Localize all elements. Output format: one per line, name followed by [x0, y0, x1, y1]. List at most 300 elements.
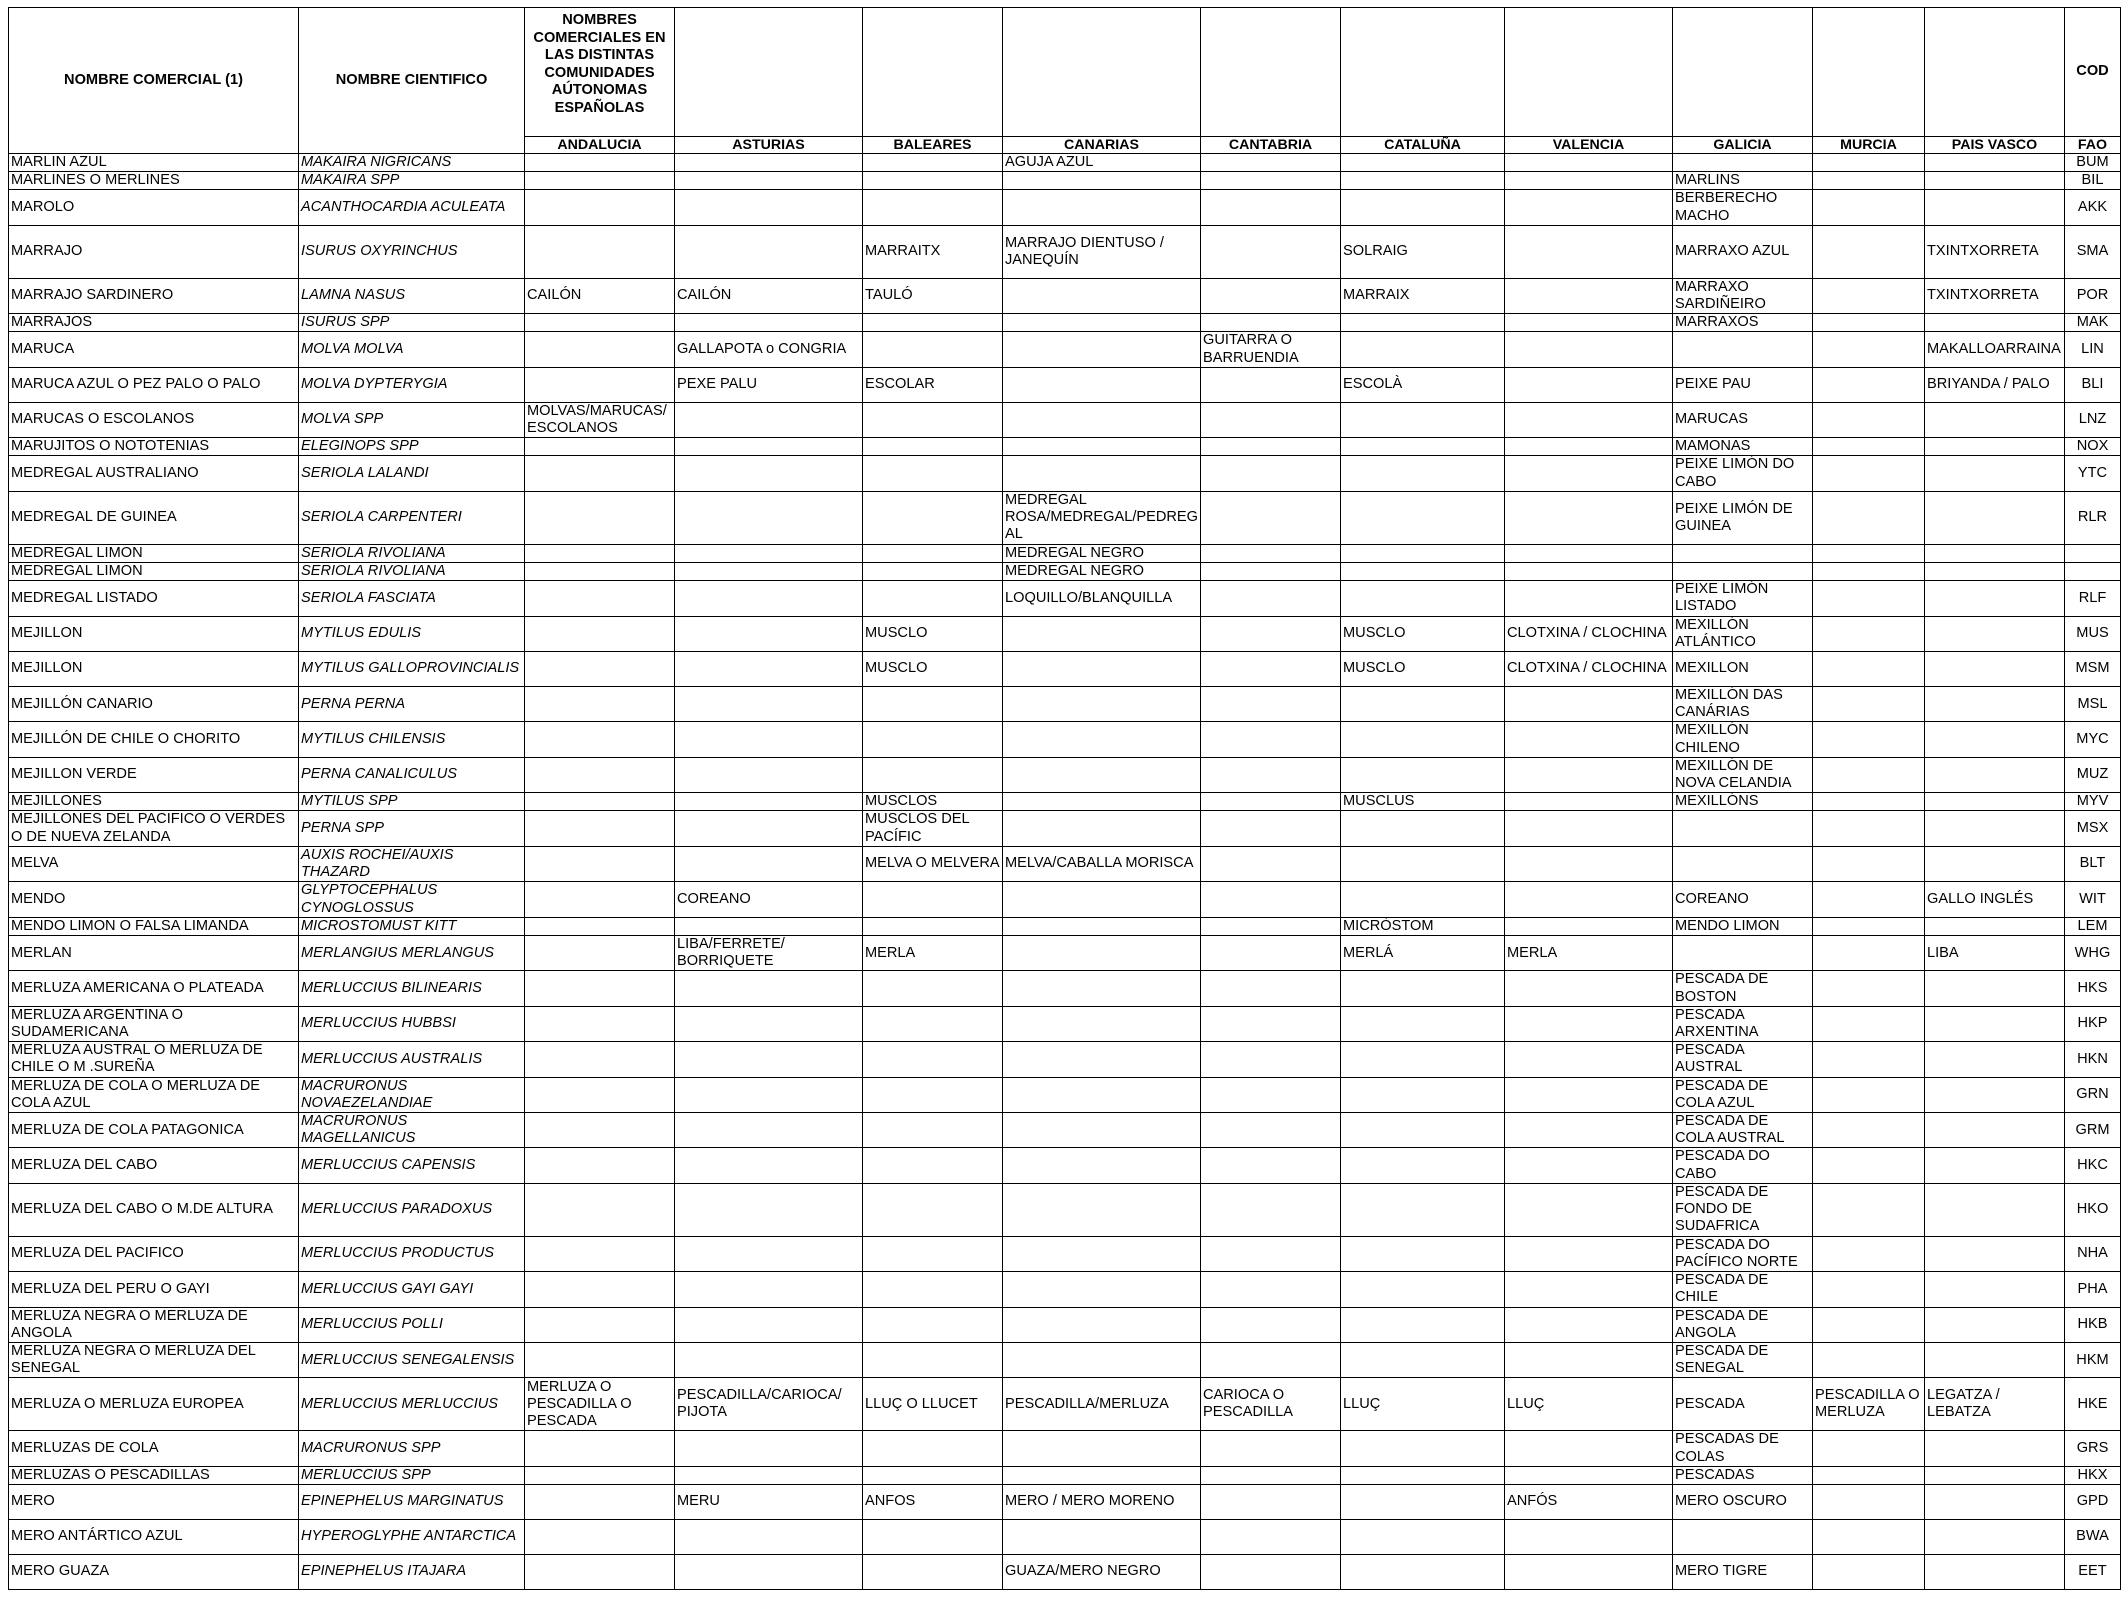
cell-asturias [675, 757, 863, 792]
cell-canarias [1003, 278, 1201, 313]
cell-andalucia [525, 314, 675, 332]
cell-cataluna: SOLRAIG [1341, 225, 1505, 278]
cell-valencia [1505, 1183, 1673, 1236]
cell-pais-vasco [1925, 438, 2065, 456]
cell-fao-code: MUZ [2065, 757, 2121, 792]
cell-fao-code: HKS [2065, 971, 2121, 1006]
cell-nombre-comercial: MARUCAS O ESCOLANOS [9, 402, 299, 437]
cell-asturias [675, 616, 863, 651]
cell-nombre-comercial: MENDO [9, 882, 299, 917]
cell-baleares [863, 190, 1003, 225]
cell-murcia [1813, 581, 1925, 616]
cell-murcia [1813, 278, 1925, 313]
cell-pais-vasco [1925, 1112, 2065, 1147]
cell-cantabria [1201, 544, 1341, 562]
table-row [9, 722, 2121, 757]
cell-fao-code: HKE [2065, 1378, 2121, 1431]
cell-murcia [1813, 1148, 1925, 1183]
cell-valencia [1505, 722, 1673, 757]
table-row [9, 793, 2121, 811]
cell-murcia [1813, 456, 1925, 491]
cell-galicia [1673, 332, 1813, 367]
cell-andalucia [525, 757, 675, 792]
cell-galicia [1673, 1519, 1813, 1554]
cell-nombre-comercial: MEJILLONES DEL PACIFICO O VERDES O DE NUEVA ZELANDA [9, 811, 299, 846]
table-row [9, 652, 2121, 687]
cell-murcia [1813, 332, 1925, 367]
cell-cantabria [1201, 314, 1341, 332]
cell-canarias [1003, 1077, 1201, 1112]
cell-baleares: MUSCLOS DEL PACÍFIC [863, 811, 1003, 846]
cell-asturias [675, 1148, 863, 1183]
cell-galicia [1673, 544, 1813, 562]
cell-murcia [1813, 1042, 1925, 1077]
cell-fao-code: NHA [2065, 1236, 2121, 1271]
cell-valencia [1505, 438, 1673, 456]
cell-pais-vasco [1925, 757, 2065, 792]
cell-fao-code: POR [2065, 278, 2121, 313]
cell-baleares: ESCOLAR [863, 367, 1003, 402]
cell-murcia [1813, 1519, 1925, 1554]
cell-canarias [1003, 332, 1201, 367]
cell-galicia: PESCADA DE COLA AZUL [1673, 1077, 1813, 1112]
cell-cataluna [1341, 1342, 1505, 1377]
cell-cataluna [1341, 1272, 1505, 1307]
cell-cataluna [1341, 757, 1505, 792]
cell-fao-code: GRN [2065, 1077, 2121, 1112]
cell-cataluna [1341, 402, 1505, 437]
table-row [9, 456, 2121, 491]
table-row [9, 332, 2121, 367]
cell-baleares [863, 581, 1003, 616]
cell-valencia [1505, 1236, 1673, 1271]
table-row [9, 757, 2121, 792]
cell-nombre-comercial: MEDREGAL LISTADO [9, 581, 299, 616]
cell-pais-vasco [1925, 1183, 2065, 1236]
cell-murcia [1813, 1183, 1925, 1236]
cell-baleares [863, 1183, 1003, 1236]
cell-cantabria [1201, 225, 1341, 278]
cell-andalucia [525, 1236, 675, 1271]
cell-baleares [863, 722, 1003, 757]
col-header-nombres-ccaa: NOMBRES COMERCIALES EN LAS DISTINTAS COMUNIDADES AÚTONOMAS ESPAÑOLAS [525, 8, 675, 137]
cell-asturias [675, 1519, 863, 1554]
cell-galicia: PEIXE LIMÓN DE GUINEA [1673, 491, 1813, 544]
cell-nombre-comercial: MERLUZA DEL CABO [9, 1148, 299, 1183]
table-row [9, 1466, 2121, 1484]
cell-cataluna [1341, 332, 1505, 367]
cell-nombre-cientifico: ISURUS OXYRINCHUS [299, 225, 525, 278]
cell-asturias [675, 1342, 863, 1377]
cell-nombre-comercial: MARLINES O MERLINES [9, 172, 299, 190]
cell-asturias: COREANO [675, 882, 863, 917]
cell-pais-vasco: MAKALLOARRAINA [1925, 332, 2065, 367]
cell-cantabria [1201, 846, 1341, 881]
cell-fao-code: HKN [2065, 1042, 2121, 1077]
table-row [9, 1183, 2121, 1236]
cell-cataluna: MUSCLUS [1341, 793, 1505, 811]
cell-fao-code: HKB [2065, 1307, 2121, 1342]
cell-valencia [1505, 402, 1673, 437]
cell-andalucia [525, 846, 675, 881]
cell-murcia [1813, 1554, 1925, 1589]
blank-header-cell [863, 8, 1003, 137]
cell-cantabria [1201, 1077, 1341, 1112]
cell-murcia [1813, 1077, 1925, 1112]
cell-pais-vasco [1925, 1466, 2065, 1484]
cell-cataluna [1341, 1077, 1505, 1112]
cell-cantabria [1201, 278, 1341, 313]
cell-andalucia [525, 581, 675, 616]
cell-nombre-cientifico: MERLUCCIUS BILINEARIS [299, 971, 525, 1006]
cell-galicia [1673, 811, 1813, 846]
table-row [9, 581, 2121, 616]
cell-galicia: PESCADA DE FONDO DE SUDAFRICA [1673, 1183, 1813, 1236]
cell-baleares [863, 1307, 1003, 1342]
cell-galicia: PESCADA DE CHILE [1673, 1272, 1813, 1307]
cell-galicia: PESCADA [1673, 1378, 1813, 1431]
cell-cantabria [1201, 616, 1341, 651]
cell-asturias [675, 971, 863, 1006]
cell-fao-code: WHG [2065, 935, 2121, 970]
cell-fao-code: NOX [2065, 438, 2121, 456]
cell-nombre-comercial: MERLUZA AUSTRAL O MERLUZA DE CHILE O M .SUREÑA [9, 1042, 299, 1077]
table-row [9, 154, 2121, 172]
cell-asturias [675, 793, 863, 811]
cell-pais-vasco [1925, 172, 2065, 190]
cell-valencia [1505, 757, 1673, 792]
cell-nombre-cientifico: MERLUCCIUS SENEGALENSIS [299, 1342, 525, 1377]
cell-fao-code: MUS [2065, 616, 2121, 651]
cell-nombre-comercial: MEJILLON [9, 652, 299, 687]
cell-asturias [675, 1236, 863, 1271]
cell-nombre-cientifico: MERLANGIUS MERLANGUS [299, 935, 525, 970]
cell-murcia [1813, 811, 1925, 846]
cell-nombre-cientifico: HYPEROGLYPHE ANTARCTICA [299, 1519, 525, 1554]
cell-canarias [1003, 1519, 1201, 1554]
cell-baleares: MUSCLOS [863, 793, 1003, 811]
cell-baleares [863, 1466, 1003, 1484]
cell-galicia: PESCADA DO CABO [1673, 1148, 1813, 1183]
cell-cantabria [1201, 793, 1341, 811]
cell-andalucia [525, 1484, 675, 1519]
cell-fao-code: PHA [2065, 1272, 2121, 1307]
cell-canarias: MERO / MERO MORENO [1003, 1484, 1201, 1519]
cell-murcia [1813, 1307, 1925, 1342]
cell-canarias: MEDREGAL NEGRO [1003, 563, 1201, 581]
cell-pais-vasco [1925, 811, 2065, 846]
cell-cataluna [1341, 811, 1505, 846]
cell-murcia [1813, 563, 1925, 581]
cell-murcia [1813, 367, 1925, 402]
cell-cantabria [1201, 154, 1341, 172]
cell-pais-vasco [1925, 456, 2065, 491]
cell-canarias [1003, 971, 1201, 1006]
col-header-nombre-comercial: NOMBRE COMERCIAL (1) [9, 8, 299, 154]
cell-canarias [1003, 1236, 1201, 1271]
cell-murcia [1813, 314, 1925, 332]
table-row [9, 1519, 2121, 1554]
cell-nombre-cientifico: PERNA CANALICULUS [299, 757, 525, 792]
cell-galicia: PESCADA ARXENTINA [1673, 1006, 1813, 1041]
cell-murcia [1813, 402, 1925, 437]
cell-fao-code: MYC [2065, 722, 2121, 757]
cell-cantabria [1201, 563, 1341, 581]
cell-cantabria [1201, 1236, 1341, 1271]
cell-asturias [675, 1307, 863, 1342]
cell-nombre-comercial: MARLIN AZUL [9, 154, 299, 172]
cell-baleares [863, 687, 1003, 722]
table-row [9, 1077, 2121, 1112]
cell-baleares [863, 456, 1003, 491]
cell-murcia [1813, 882, 1925, 917]
cell-galicia: PESCADA DE SENEGAL [1673, 1342, 1813, 1377]
blank-header-cell [1925, 8, 2065, 137]
cell-canarias [1003, 757, 1201, 792]
cell-baleares: MARRAITX [863, 225, 1003, 278]
table-row [9, 1148, 2121, 1183]
cell-baleares: MUSCLO [863, 616, 1003, 651]
cell-cataluna [1341, 1148, 1505, 1183]
cell-galicia [1673, 563, 1813, 581]
cell-fao-code: GPD [2065, 1484, 2121, 1519]
cell-fao-code: SMA [2065, 225, 2121, 278]
cell-fao-code: HKC [2065, 1148, 2121, 1183]
cell-cataluna: MICRÒSTOM [1341, 917, 1505, 935]
cell-asturias: PESCADILLA/CARIOCA/ PIJOTA [675, 1378, 863, 1431]
cell-andalucia [525, 1554, 675, 1589]
cell-asturias [675, 314, 863, 332]
cell-andalucia [525, 1112, 675, 1147]
cell-fao-code: MSL [2065, 687, 2121, 722]
cell-cataluna [1341, 190, 1505, 225]
cell-nombre-cientifico: MYTILUS GALLOPROVINCIALIS [299, 652, 525, 687]
cell-canarias [1003, 1042, 1201, 1077]
cell-canarias [1003, 882, 1201, 917]
cell-baleares [863, 1006, 1003, 1041]
cell-canarias [1003, 1148, 1201, 1183]
cell-cantabria: CARIOCA O PESCADILLA [1201, 1378, 1341, 1431]
cell-nombre-comercial: MARUCA [9, 332, 299, 367]
cell-pais-vasco [1925, 1006, 2065, 1041]
cell-valencia: MERLA [1505, 935, 1673, 970]
col-header-cod: COD [2065, 8, 2121, 137]
cell-valencia [1505, 456, 1673, 491]
cell-asturias [675, 1112, 863, 1147]
cell-baleares [863, 1554, 1003, 1589]
cell-fao-code [2065, 563, 2121, 581]
cell-galicia: MARLINS [1673, 172, 1813, 190]
cell-andalucia [525, 1431, 675, 1466]
cell-nombre-comercial: MARRAJO SARDINERO [9, 278, 299, 313]
col-header-fao: FAO [2065, 137, 2121, 154]
cell-andalucia [525, 225, 675, 278]
cell-nombre-comercial: MEJILLON VERDE [9, 757, 299, 792]
cell-andalucia [525, 811, 675, 846]
cell-pais-vasco [1925, 616, 2065, 651]
region-header-cantabria: CANTABRIA [1201, 137, 1341, 154]
table-row [9, 1272, 2121, 1307]
cell-cantabria [1201, 687, 1341, 722]
cell-nombre-cientifico: MERLUCCIUS POLLI [299, 1307, 525, 1342]
cell-andalucia [525, 332, 675, 367]
cell-valencia [1505, 1554, 1673, 1589]
table-row [9, 1484, 2121, 1519]
cell-fao-code: BUM [2065, 154, 2121, 172]
cell-nombre-cientifico: MYTILUS SPP [299, 793, 525, 811]
cell-andalucia: MOLVAS/MARUCAS/ ESCOLANOS [525, 402, 675, 437]
blank-header-cell [1201, 8, 1341, 137]
cell-baleares [863, 882, 1003, 917]
cell-andalucia [525, 1342, 675, 1377]
cell-baleares [863, 314, 1003, 332]
cell-fao-code: MAK [2065, 314, 2121, 332]
cell-galicia: MEXILLÓN ATLÁNTICO [1673, 616, 1813, 651]
cell-asturias [675, 456, 863, 491]
cell-pais-vasco [1925, 1077, 2065, 1112]
cell-canarias [1003, 456, 1201, 491]
cell-murcia [1813, 1112, 1925, 1147]
cell-galicia: COREANO [1673, 882, 1813, 917]
cell-asturias [675, 846, 863, 881]
cell-murcia [1813, 1466, 1925, 1484]
cell-galicia [1673, 846, 1813, 881]
cell-cataluna [1341, 456, 1505, 491]
table-row [9, 1006, 2121, 1041]
cell-pais-vasco [1925, 793, 2065, 811]
cell-nombre-comercial: MELVA [9, 846, 299, 881]
cell-cataluna [1341, 1042, 1505, 1077]
table-row [9, 917, 2121, 935]
cell-nombre-cientifico: MYTILUS CHILENSIS [299, 722, 525, 757]
cell-valencia [1505, 154, 1673, 172]
cell-cataluna [1341, 1466, 1505, 1484]
cell-cantabria [1201, 722, 1341, 757]
cell-baleares [863, 402, 1003, 437]
cell-pais-vasco [1925, 1272, 2065, 1307]
cell-nombre-cientifico: MERLUCCIUS GAYI GAYI [299, 1272, 525, 1307]
cell-murcia: PESCADILLA O MERLUZA [1813, 1378, 1925, 1431]
cell-andalucia: CAILÓN [525, 278, 675, 313]
cell-valencia [1505, 1006, 1673, 1041]
cell-galicia: MARRAXOS [1673, 314, 1813, 332]
cell-valencia [1505, 917, 1673, 935]
cell-valencia [1505, 225, 1673, 278]
cell-cataluna [1341, 971, 1505, 1006]
cell-murcia [1813, 722, 1925, 757]
cell-cantabria [1201, 1466, 1341, 1484]
cell-murcia [1813, 687, 1925, 722]
cell-nombre-comercial: MARRAJO [9, 225, 299, 278]
cell-valencia [1505, 1342, 1673, 1377]
cell-andalucia [525, 971, 675, 1006]
cell-nombre-cientifico: MOLVA SPP [299, 402, 525, 437]
cell-nombre-cientifico: EPINEPHELUS MARGINATUS [299, 1484, 525, 1519]
cell-canarias: MEDREGAL ROSA/MEDREGAL/PEDREG AL [1003, 491, 1201, 544]
cell-nombre-comercial: MEJILLONES [9, 793, 299, 811]
table-row [9, 882, 2121, 917]
cell-pais-vasco: BRIYANDA / PALO [1925, 367, 2065, 402]
cell-canarias: MARRAJO DIENTUSO / JANEQUÍN [1003, 225, 1201, 278]
cell-cataluna [1341, 1236, 1505, 1271]
cell-galicia: MARRAXO SARDIÑEIRO [1673, 278, 1813, 313]
cell-fao-code: GRS [2065, 1431, 2121, 1466]
cell-nombre-cientifico: ISURUS SPP [299, 314, 525, 332]
cell-asturias [675, 1272, 863, 1307]
cell-pais-vasco [1925, 1148, 2065, 1183]
region-header-asturias: ASTURIAS [675, 137, 863, 154]
cell-murcia [1813, 846, 1925, 881]
cell-canarias [1003, 1307, 1201, 1342]
table-row [9, 616, 2121, 651]
cell-pais-vasco [1925, 687, 2065, 722]
table-row [9, 402, 2121, 437]
cell-nombre-comercial: MERLUZA AMERICANA O PLATEADA [9, 971, 299, 1006]
cell-galicia: MEXILLÓN DAS CANÁRIAS [1673, 687, 1813, 722]
cell-cataluna [1341, 314, 1505, 332]
cell-valencia [1505, 544, 1673, 562]
cell-murcia [1813, 1431, 1925, 1466]
cell-andalucia [525, 616, 675, 651]
cell-cantabria [1201, 438, 1341, 456]
cell-murcia [1813, 491, 1925, 544]
cell-cantabria [1201, 190, 1341, 225]
cell-nombre-cientifico: ELEGINOPS SPP [299, 438, 525, 456]
cell-cataluna [1341, 1006, 1505, 1041]
cell-baleares: MERLA [863, 935, 1003, 970]
cell-galicia: MENDO LIMON [1673, 917, 1813, 935]
cell-nombre-cientifico: MERLUCCIUS MERLUCCIUS [299, 1378, 525, 1431]
table-row [9, 687, 2121, 722]
cell-canarias [1003, 402, 1201, 437]
cell-valencia [1505, 971, 1673, 1006]
cell-nombre-cientifico: MOLVA DYPTERYGIA [299, 367, 525, 402]
cell-valencia [1505, 278, 1673, 313]
cell-fao-code: LEM [2065, 917, 2121, 935]
cell-nombre-comercial: MENDO LIMON O FALSA LIMANDA [9, 917, 299, 935]
cell-canarias: AGUJA AZUL [1003, 154, 1201, 172]
cell-pais-vasco [1925, 154, 2065, 172]
cell-baleares [863, 1236, 1003, 1271]
region-header-valencia: VALENCIA [1505, 137, 1673, 154]
cell-baleares [863, 1519, 1003, 1554]
cell-nombre-cientifico: SERIOLA LALANDI [299, 456, 525, 491]
cell-asturias [675, 1006, 863, 1041]
cell-fao-code: BWA [2065, 1519, 2121, 1554]
cell-valencia [1505, 1148, 1673, 1183]
cell-baleares [863, 1148, 1003, 1183]
cell-murcia [1813, 793, 1925, 811]
cell-andalucia [525, 1042, 675, 1077]
cell-pais-vasco [1925, 563, 2065, 581]
cell-murcia [1813, 1342, 1925, 1377]
blank-header-cell [1673, 8, 1813, 137]
cell-fao-code: MSM [2065, 652, 2121, 687]
table-row [9, 811, 2121, 846]
cell-asturias [675, 1077, 863, 1112]
cell-cataluna [1341, 1112, 1505, 1147]
table-row [9, 367, 2121, 402]
cell-nombre-comercial: MARUCA AZUL O PEZ PALO O PALO [9, 367, 299, 402]
cell-cantabria [1201, 1431, 1341, 1466]
cell-pais-vasco [1925, 1484, 2065, 1519]
cell-canarias [1003, 616, 1201, 651]
species-table [8, 7, 2121, 1590]
cell-valencia [1505, 172, 1673, 190]
cell-canarias [1003, 367, 1201, 402]
cell-andalucia [525, 544, 675, 562]
cell-canarias [1003, 1006, 1201, 1041]
